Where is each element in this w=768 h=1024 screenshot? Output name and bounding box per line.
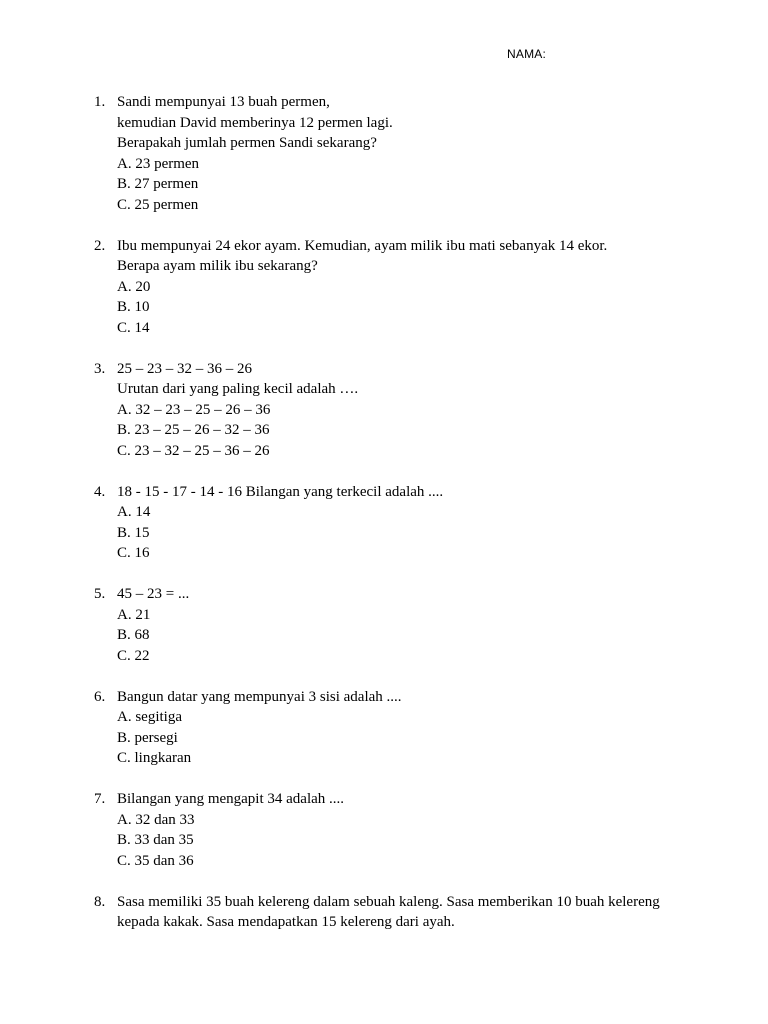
answer-option-b: B. 23 – 25 – 26 – 32 – 36 (117, 422, 270, 438)
question-number: 1. (94, 94, 106, 110)
question-text-line: Ibu mempunyai 24 ekor ayam. Kemudian, ayam milik ibu mati sebanyak 14 ekor. (117, 237, 608, 254)
answer-option-c: C. 16 (117, 545, 150, 561)
answer-option-c: C. 14 (117, 319, 150, 336)
question-number: 7. (94, 791, 106, 807)
question-text-line: Bilangan yang mengapit 34 adalah .... (117, 791, 345, 807)
question-text-line: 25 – 23 – 32 – 36 – 26 (117, 360, 252, 377)
answer-option-b: B. persegi (117, 729, 178, 746)
question-4 (94, 482, 714, 564)
answer-option-a: A. 32 – 23 – 25 – 26 – 36 (117, 401, 271, 418)
question-number: 4. (94, 483, 106, 500)
answer-option-b: B. 27 permen (117, 176, 199, 192)
question-text-line: kepada kakak. Sasa mendapatkan 15 kelereng dari ayah. (117, 914, 455, 930)
question-text-line: Bangun datar yang mempunyai 3 sisi adalah .... (117, 688, 402, 705)
answer-option-a: A. 14 (117, 504, 151, 520)
question-number: 3. (94, 360, 106, 377)
answer-option-a: A. segitiga (117, 709, 182, 725)
answer-option-c: C. lingkaran (117, 750, 192, 766)
question-text-line: 45 – 23 = ... (117, 586, 190, 602)
answer-option-a: A. 21 (117, 606, 151, 623)
question-number: 8. (94, 893, 106, 910)
answer-option-c: C. 23 – 32 – 25 – 36 – 26 (117, 442, 270, 459)
question-7 (94, 789, 714, 871)
question-text-line: Berapakah jumlah permen Sandi sekarang? (117, 135, 377, 151)
question-2 (94, 236, 714, 339)
answer-option-c: C. 25 permen (117, 196, 199, 213)
question-number: 2. (94, 237, 106, 254)
answer-option-c: C. 35 dan 36 (117, 852, 194, 869)
question-3 (94, 359, 714, 462)
answer-option-a: A. 23 permen (117, 155, 200, 172)
question-list (94, 92, 714, 953)
question-text-line: Sandi mempunyai 13 buah permen, (117, 94, 330, 110)
question-text-line: Urutan dari yang paling kecil adalah …. (117, 381, 359, 397)
answer-option-a: A. 32 dan 33 (117, 811, 195, 828)
question-number: 5. (94, 586, 106, 602)
question-text-line: kemudian David memberinya 12 permen lagi. (117, 114, 393, 131)
name-label: NAMA: (507, 47, 547, 61)
question-5 (94, 584, 714, 666)
answer-option-a: A. 20 (117, 278, 151, 295)
question-text-line: Sasa memiliki 35 buah kelereng dalam sebuah kaleng. Sasa memberikan 10 buah kelereng (117, 893, 660, 910)
question-6 (94, 687, 714, 769)
answer-option-b: B. 33 dan 35 (117, 832, 194, 848)
question-text-line: Berapa ayam milik ibu sekarang? (117, 258, 318, 274)
answer-option-c: C. 22 (117, 647, 150, 664)
question-1 (94, 92, 714, 215)
question-number: 6. (94, 688, 106, 705)
answer-option-b: B. 10 (117, 299, 150, 315)
answer-option-b: B. 15 (117, 524, 150, 541)
answer-option-b: B. 68 (117, 627, 150, 643)
question-text-line: 18 - 15 - 17 - 14 - 16 Bilangan yang terkecil adalah .... (117, 483, 444, 500)
question-8 (94, 892, 714, 933)
